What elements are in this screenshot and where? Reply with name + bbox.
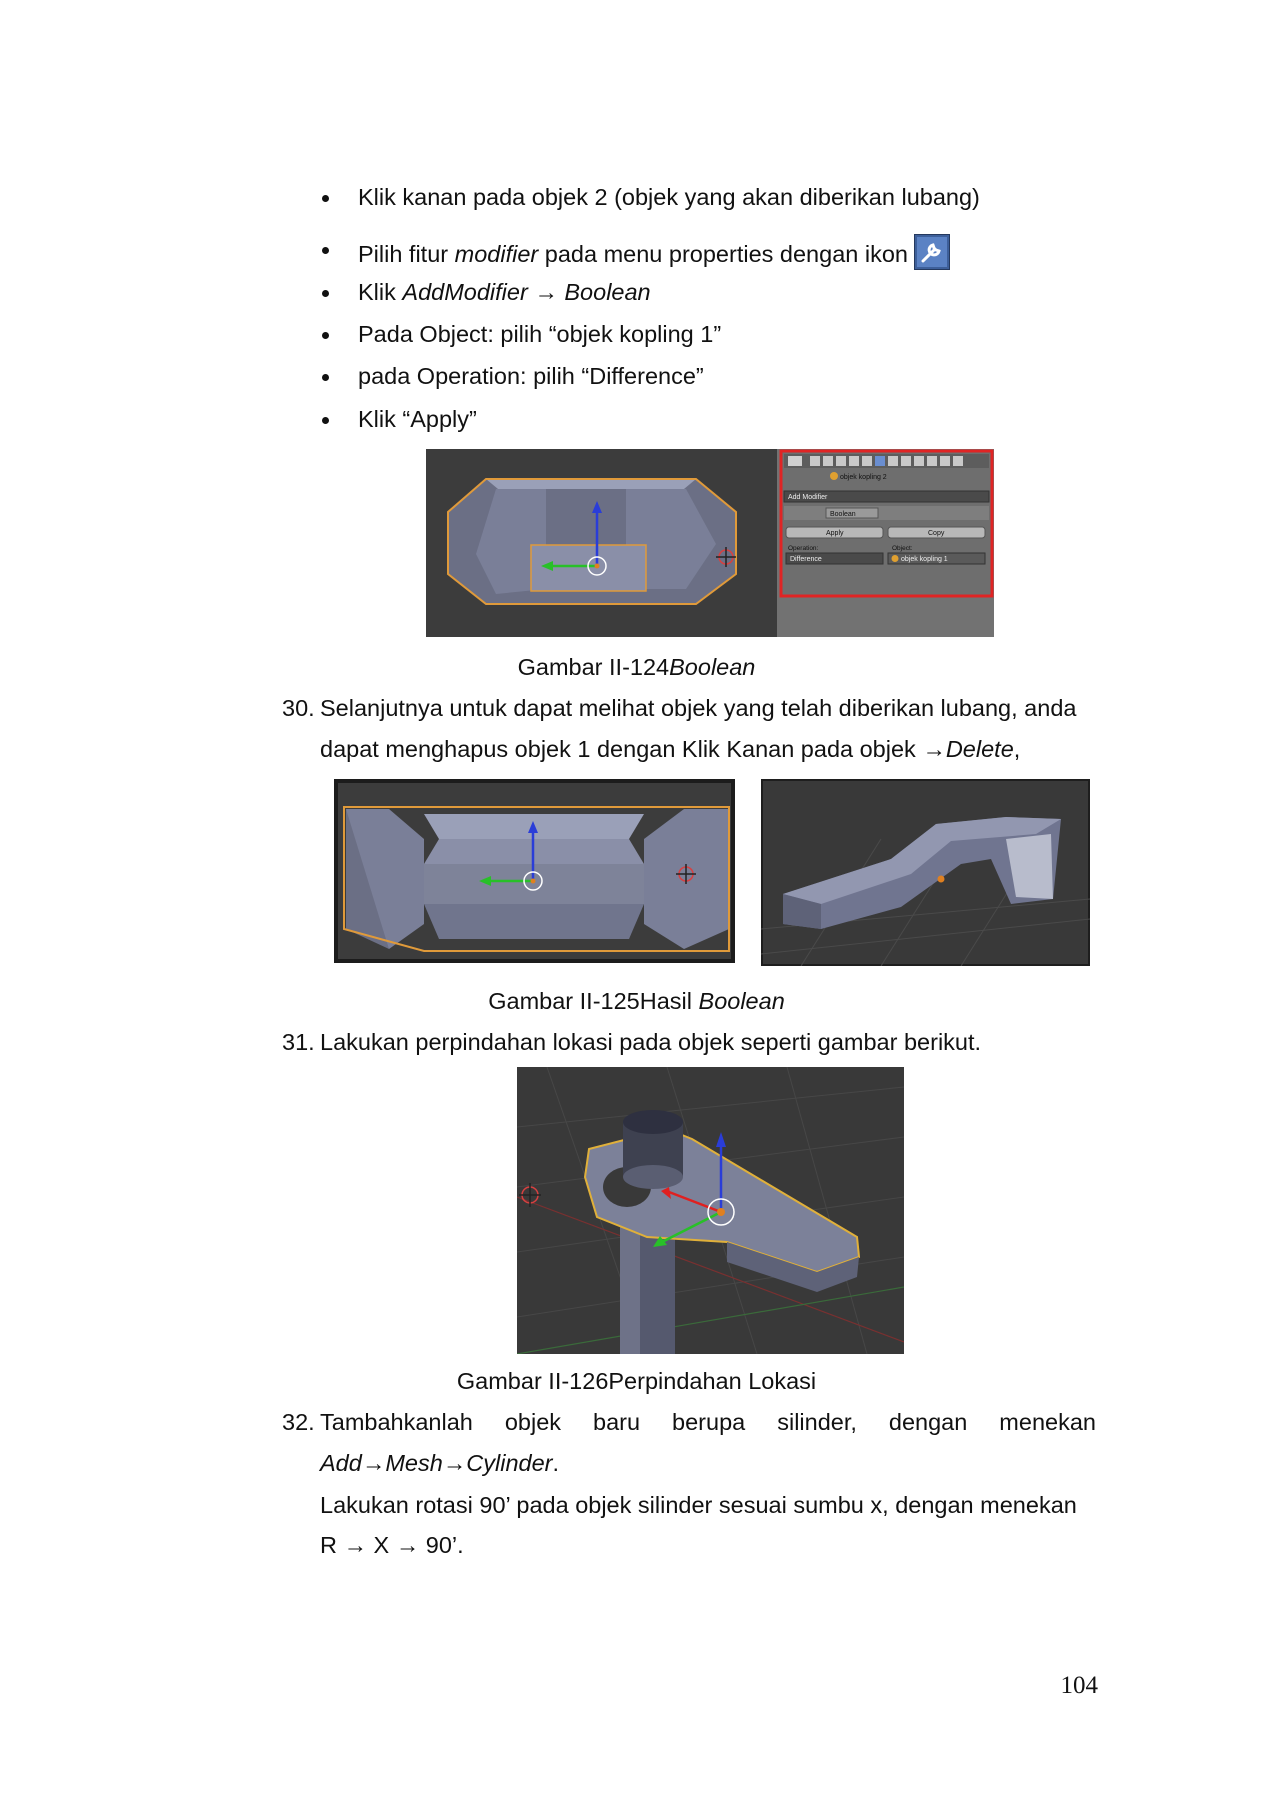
object-select[interactable]: objek kopling 1	[901, 556, 948, 563]
add-modifier-dropdown[interactable]: Add Modifier	[788, 494, 828, 501]
figure-boolean-screenshot	[426, 449, 994, 637]
step-32-line-2: Add→Mesh→Cylinder.	[320, 1450, 560, 1476]
step-31-number: 31.	[282, 1029, 315, 1055]
figure-result-boolean-left	[334, 779, 735, 963]
bullet-marker	[322, 195, 329, 202]
bullet-marker	[322, 374, 329, 381]
figure-125-image-left	[334, 779, 735, 963]
operation-select[interactable]: Difference	[790, 556, 822, 563]
figure-124-caption: Gambar II-124Boolean	[517, 654, 756, 680]
bullet-marker	[322, 417, 329, 424]
figure-125-caption: Gambar II-125Hasil Boolean	[488, 988, 785, 1014]
bullet-2: Pilih fitur modifier pada menu properties dengan ikon	[358, 234, 950, 270]
step-32-line-4: R → X → 90’.	[320, 1532, 464, 1558]
page-number: 104	[1060, 1672, 1098, 1699]
step-30-line-2: dapat menghapus objek 1 dengan Klik Kanan pada objek →Delete,	[320, 736, 1021, 762]
copy-button[interactable]: Copy	[928, 530, 945, 537]
bullet-marker	[322, 332, 329, 339]
step-30-number: 30.	[282, 695, 315, 721]
bullet-4: Pada Object: pilih “objek kopling 1”	[358, 321, 722, 347]
apply-button[interactable]: Apply	[826, 530, 844, 537]
bullet-marker	[322, 247, 329, 254]
figure-result-boolean-right	[761, 779, 1090, 966]
bullet-3: Klik AddModifier → Boolean	[358, 279, 651, 305]
figure-125-image-right	[761, 779, 1090, 966]
object-label: Object:	[892, 545, 913, 552]
figure-126-caption: Gambar II-126Perpindahan Lokasi	[456, 1368, 817, 1394]
step-32-number: 32.	[282, 1409, 315, 1435]
bullet-1: Klik kanan pada objek 2 (objek yang akan diberikan lubang)	[358, 184, 980, 210]
step-32-line-1: Tambahkanlah objek baru berupa silinder, dengan menekan	[320, 1409, 1096, 1435]
figure-move-location	[517, 1067, 904, 1354]
modifier-name-field[interactable]: Boolean	[830, 511, 856, 518]
step-30-line-1: Selanjutnya untuk dapat melihat objek yang telah diberikan lubang, anda	[320, 695, 1077, 721]
step-32-line-3: Lakukan rotasi 90’ pada objek silinder sesuai sumbu x, dengan menekan	[320, 1492, 1077, 1518]
panel-object-name: objek kopling 2	[840, 474, 887, 481]
operation-label: Operation:	[788, 545, 819, 552]
wrench-icon	[914, 234, 950, 270]
bullet-5: pada Operation: pilih “Difference”	[358, 363, 704, 389]
bullet-marker	[322, 290, 329, 297]
figure-126-image	[517, 1067, 904, 1354]
figure-124-image	[426, 449, 994, 637]
step-31-text: Lakukan perpindahan lokasi pada objek seperti gambar berikut.	[320, 1029, 982, 1055]
bullet-6: Klik “Apply”	[358, 406, 477, 432]
